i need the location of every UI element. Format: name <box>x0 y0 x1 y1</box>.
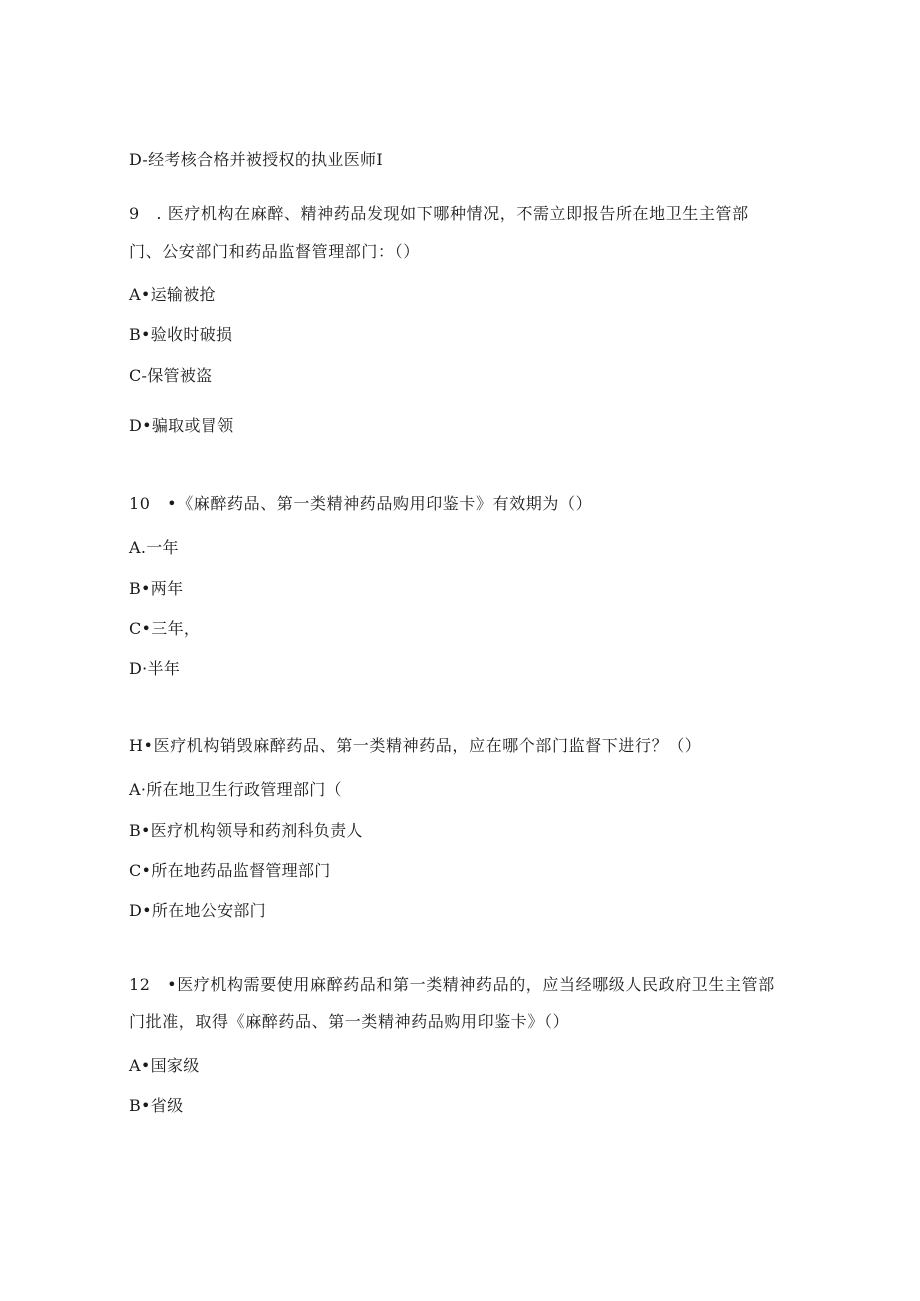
option-11d: D•所在地公安部门 <box>129 901 266 920</box>
option-11b: B•医疗机构领导和药剂科负责人 <box>129 821 363 840</box>
question-9-line-1: 9 . 医疗机构在麻醉、精神药品发现如下哪种情况，不需立即报告所在地卫生主管部 <box>129 204 749 223</box>
question-9-line-2: 门、公安部门和药品监督管理部门：（） <box>129 242 420 261</box>
option-12b: B•省级 <box>129 1096 184 1115</box>
question-12-line-2: 门批准，取得《麻醉药品、第一类精神药品购用印鉴卡》（） <box>129 1012 570 1031</box>
option-10c: C•三年， <box>129 619 201 638</box>
option-9a: A•运输被抢 <box>129 285 216 304</box>
option-11a: A·所在地卫生行政管理部门（ <box>129 780 342 799</box>
option-9d: D•骗取或冒领 <box>129 416 234 435</box>
question-11: H•医疗机构销毁麻醉药品、第一类精神药品，应在哪个部门监督下进行？（） <box>129 736 702 755</box>
option-11c: C•所在地药品监督管理部门 <box>129 861 331 880</box>
question-12-line-1: 12 •医疗机构需要使用麻醉药品和第一类精神药品的，应当经哪级人民政府卫生主管部 <box>129 975 775 994</box>
option-9b: B•验收时破损 <box>129 325 233 344</box>
question-10: 10 •《麻醉药品、第一类精神药品购用印鉴卡》有效期为（） <box>129 494 593 513</box>
option-9c: C-保管被盗 <box>129 366 213 385</box>
option-10a: A.一年 <box>129 538 179 557</box>
option-10b: B•两年 <box>129 579 184 598</box>
option-10d: D·半年 <box>129 659 181 678</box>
option-12a: A•国家级 <box>129 1056 200 1075</box>
option-8d: D-经考核合格并被授权的执业医师I <box>129 150 383 169</box>
